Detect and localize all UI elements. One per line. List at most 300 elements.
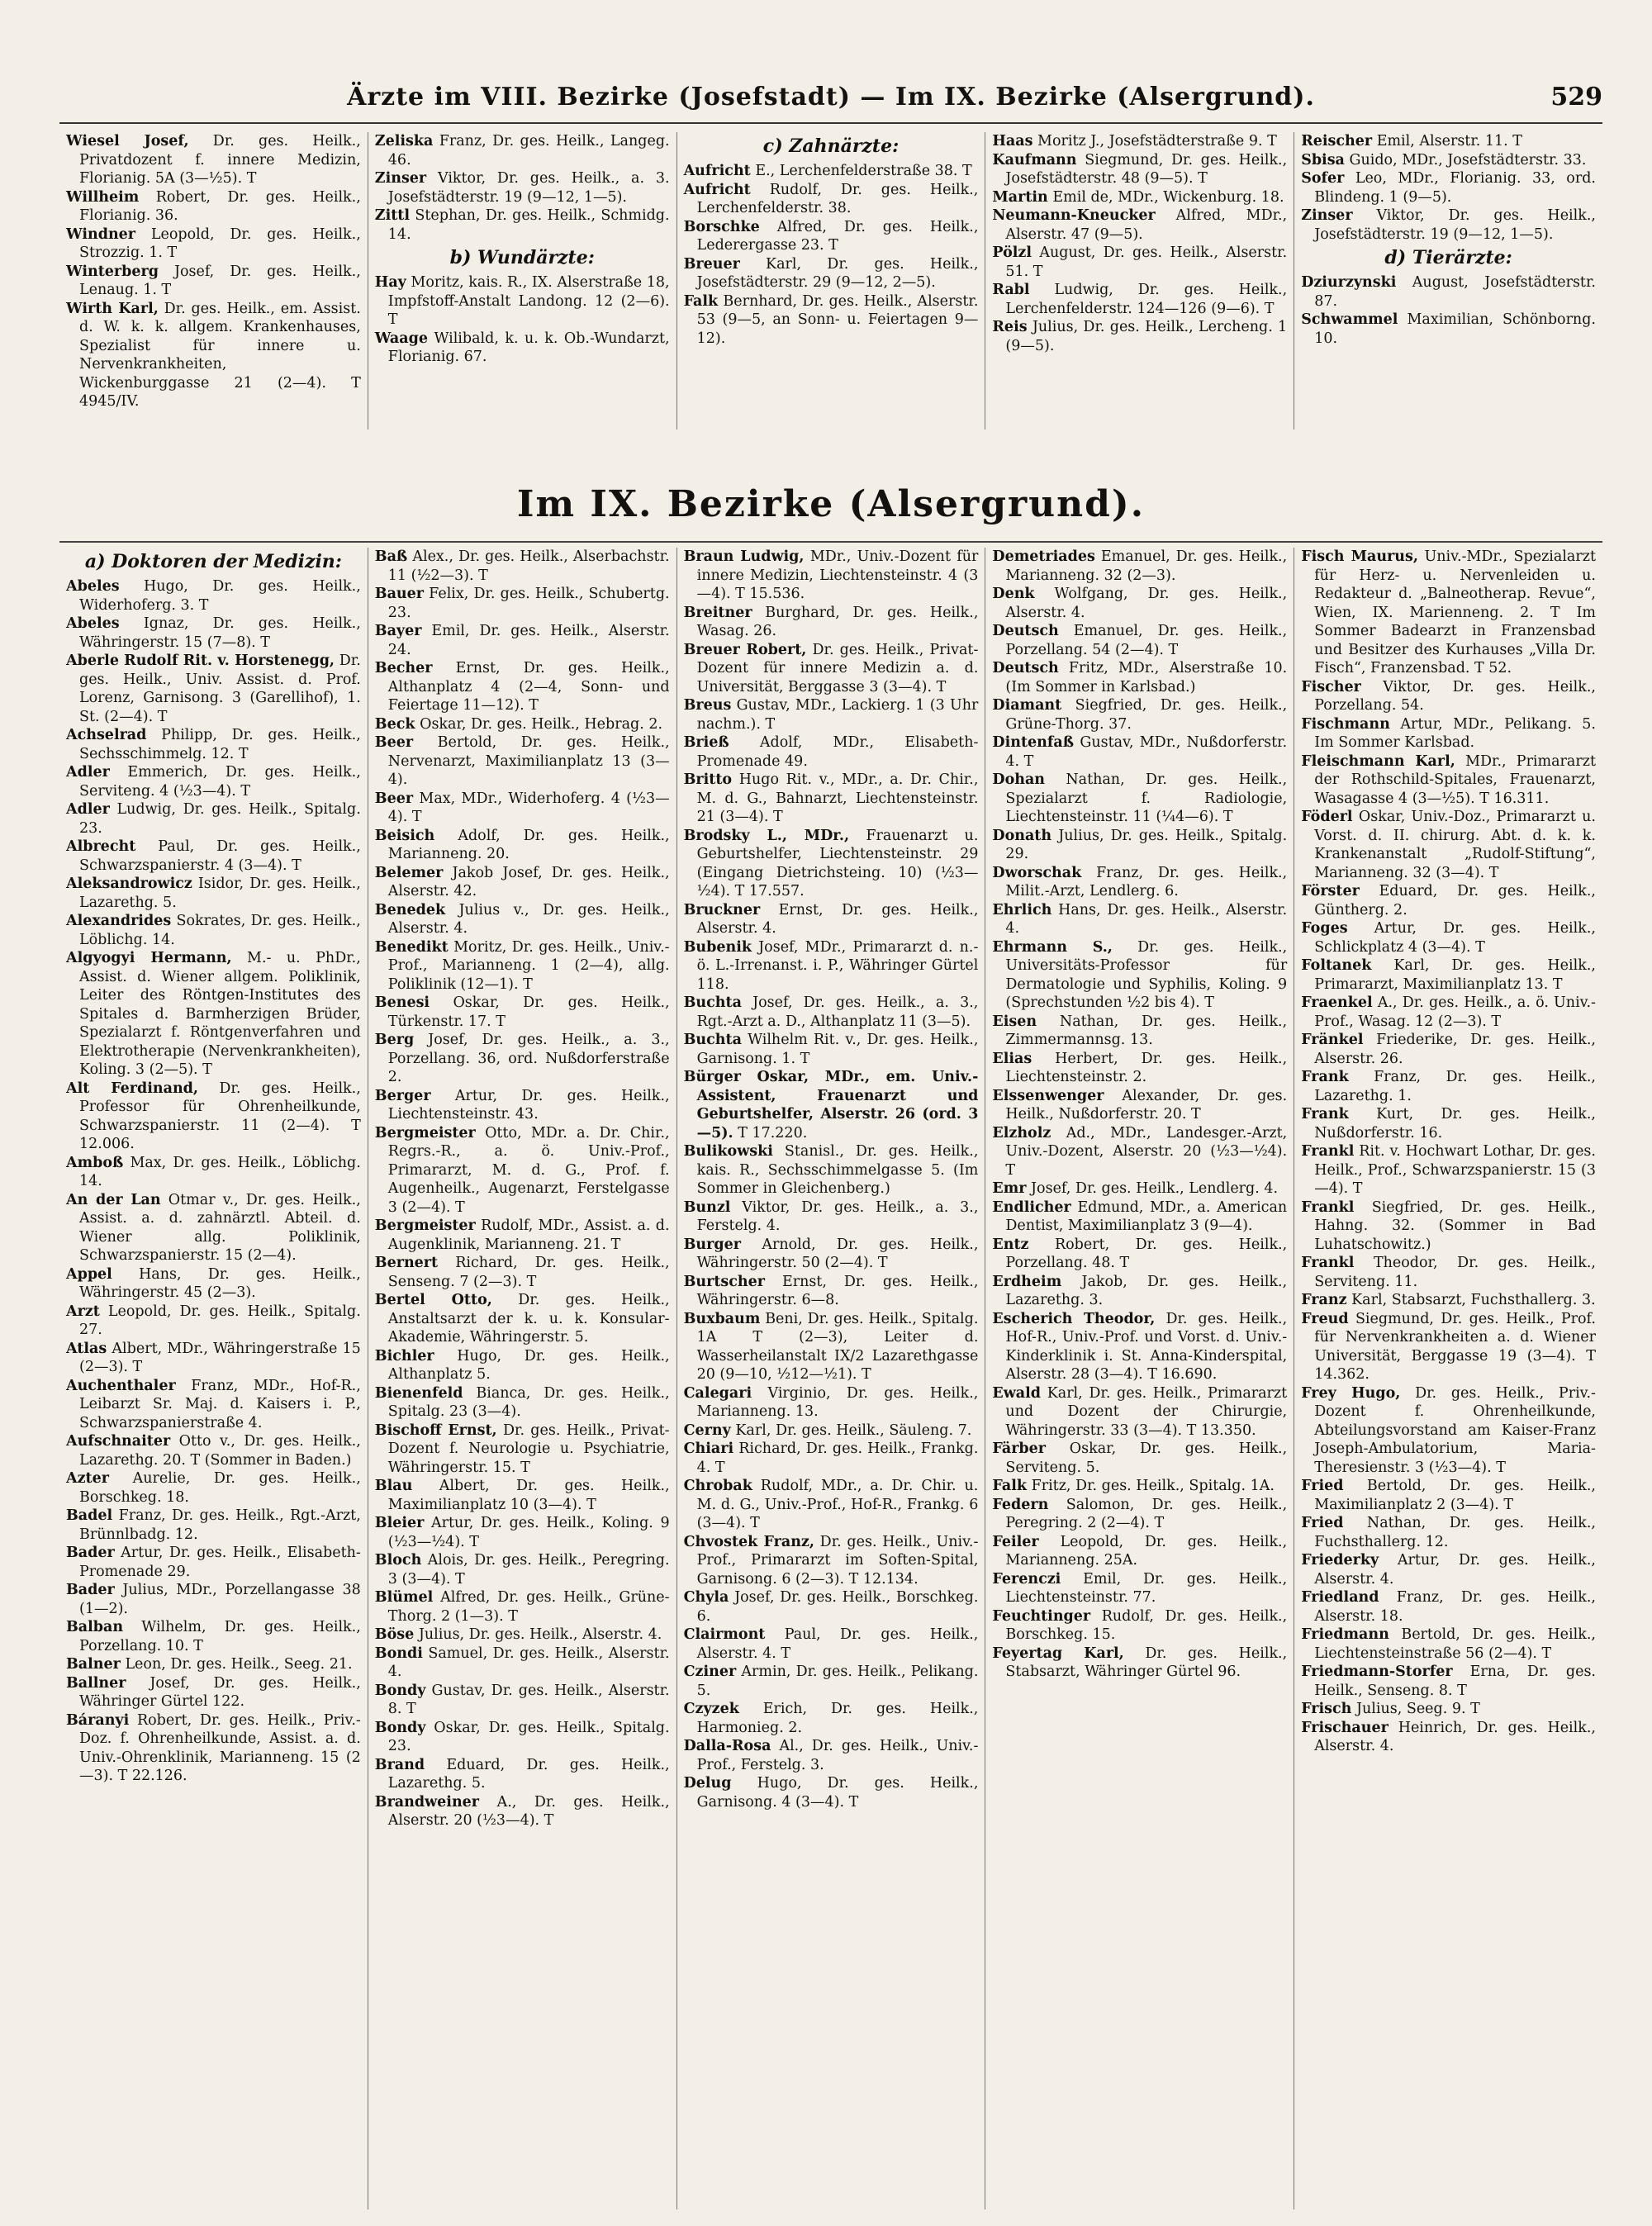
directory-entry [375,1217,670,1254]
entry-name: An der Lan [66,1191,161,1208]
entry-details: Josef, Dr. ges. Heilk., a. 3., Porzellang. 36, ord. Nußdorferstraße 2. [387,1032,670,1085]
entry-name: Aufricht [683,181,751,198]
entry-name: Wiesel Josef, [66,133,189,150]
directory-entry [66,875,361,912]
entry-details: Isidor, Dr. ges. Heilk., Lazarethg. 5. [79,876,361,911]
entry-details: Dr. ges. Heilk., Privat-Dozent für innere Medizin a. d. Universität, Berggasse 3 (3—4). T [696,641,979,695]
directory-entry [375,901,670,938]
entry-details: Robert, Dr. ges. Heilk., Florianig. 36. [79,188,361,224]
directory-column [985,548,1294,2209]
entry-details: Bertold, Dr. ges. Heilk., Liechtensteinstraße 56 (2—4). T [1314,1626,1596,1662]
directory-entry [1301,1291,1596,1310]
entry-name: Friedmann [1301,1626,1389,1643]
entry-name: Aberle Rudolf Rit. v. Horstenegg, [66,653,335,669]
directory-entry [1301,882,1596,919]
entry-details: Dr. ges. Heilk., Hof-R., Univ.-Prof. und Vorst. d. Univ.-Kinderklinik i. St. Anna-Kinderspital, Alserstr. 28 (3—4). T 16.690. [1005,1310,1288,1383]
entry-name: Reischer [1301,133,1373,150]
entry-details: Julius, Dr. ges. Heilk., Alserstr. 4. [418,1626,662,1643]
entry-name: Auchenthaler [66,1377,176,1394]
entry-details: Artur, Dr. ges. Heilk., Liechtensteinstr. 43. [387,1087,670,1122]
directory-entry [992,733,1287,771]
entry-name: Benedek [374,901,446,918]
entry-name: Dintenfaß [992,734,1075,751]
entry-details: Robert, Dr. ges. Heilk., Priv.-Doz. f. Ohrenheilkunde, Assist. a. d. Univ.-Ohrenklinik, Marianneng. 15 (2—3). T 22.126. [79,1711,361,1784]
entry-name: Bader [66,1582,115,1598]
entry-name: Benesi [374,994,430,1011]
directory-entry [375,1031,670,1087]
entry-name: Bulikowski [683,1143,773,1160]
entry-details: M.- u. PhDr., Assist. d. Wiener allgem. Poliklinik, Leiter des Röntgen-Institutes des Spitales d. Barmherzigen Brüder, Spezialarzt f. Röntgenverfahren und Elektrotherapie (Nervenkrankheiten), Koling. 3 (2—5). T [79,950,361,1078]
entry-name: Badel [66,1507,113,1524]
entry-name: Sofer [1301,170,1345,187]
directory-entry [375,790,670,827]
directory-entry [66,577,361,615]
entry-name: Frank [1301,1069,1349,1085]
entry-details: MDr., Univ.-Dozent für innere Medizin, Liechtensteinstr. 4 (3—4). T 15.536. [696,548,979,602]
entry-name: Deutsch [992,623,1059,639]
directory-entry [1301,132,1596,151]
category-heading: c) Zahnärzte: [762,135,900,157]
directory-entry [66,188,361,225]
entry-name: Bertel Otto, [374,1292,492,1308]
entry-name: Buxbaum [683,1310,761,1327]
directory-entry [992,938,1287,1013]
entry-details: Max, MDr., Widerhoferg. 4 (½3—4). T [387,790,670,825]
entry-name: Hay [374,274,406,291]
directory-entry [1301,1477,1596,1514]
entry-name: Benedikt [374,938,449,956]
directory-column [677,548,986,2209]
directory-entry [992,244,1287,281]
entry-name: Entz [992,1236,1029,1253]
directory-entry [992,1087,1287,1124]
directory-entry [684,771,979,827]
entry-details: Burghard, Dr. ges. Heilk., Wasag. 26. [696,604,979,639]
directory-entry [992,1236,1287,1273]
entry-details: Sokrates, Dr. ges. Heilk., Löblichg. 14. [79,913,361,948]
entry-details: Dr. ges. Heilk., Universitäts-Professor für Dermatologie und Syphilis, Koling. 9 (Sprechstunden ½2 bis 4). T [1005,938,1288,1011]
entry-name: Denk [992,586,1035,602]
directory-entry [66,225,361,263]
entry-name: Chyla [683,1589,729,1606]
entry-details: Julius, Dr. ges. Heilk., Lercheng. 1 (9—5). [1005,319,1288,354]
entry-name: Balner [66,1656,121,1673]
directory-entry [1301,715,1596,752]
directory-entry [992,1124,1287,1180]
directory-entry [992,1570,1287,1607]
entry-details: Leo, MDr., Florianig. 33, ord. Blindeng. 1 (9—5). [1314,170,1596,206]
entry-name: Friedland [1301,1589,1379,1606]
directory-entry [684,218,979,255]
entry-name: Belemer [374,864,444,881]
entry-name: Fried [1301,1478,1344,1494]
entry-name: Elzholz [992,1124,1051,1141]
entry-details: Franz, Dr. ges. Heilk., Rgt.-Arzt, Brünnlbadg. 12. [79,1507,361,1543]
directory-entry [375,1347,670,1384]
directory-entry [684,1422,979,1440]
entry-name: Berger [374,1087,431,1104]
directory-entry [1301,678,1596,715]
entry-details: Moritz J., Josefstädterstraße 9. T [1037,133,1277,150]
page-title: Ärzte im VIII. Bezirke (Josefstadt) — Im IX. Bezirke (Alsergrund). [347,83,1315,112]
directory-entry [66,132,361,188]
entry-name: Algyogyi Hermann, [66,950,232,966]
entry-name: Zeliska [374,133,434,150]
directory-entry [992,827,1287,864]
entry-name: Wirth Karl, [66,300,159,317]
entry-name: Zinser [374,170,427,187]
entry-name: Frankl [1301,1143,1355,1160]
directory-column [677,132,986,430]
entry-name: Aufricht [683,163,751,179]
entry-details: Aurelie, Dr. ges. Heilk., Borschkeg. 18. [79,1470,361,1506]
entry-name: Freud [1301,1310,1349,1327]
directory-entry [992,696,1287,733]
entry-name: Windner [66,225,136,243]
entry-details: Jakob, Dr. ges. Heilk., Lazarethg. 3. [1005,1273,1288,1308]
directory-entry [1301,1551,1596,1588]
entry-name: Willheim [66,188,140,206]
entry-name: Bürger Oskar, MDr., em. Univ.-Assistent, Frauenarzt und Geburtshelfer, Alserstr. 26 (ord. 3—5). [683,1069,979,1141]
entry-details: Stanisl., Dr. ges. Heilk., kais. R., Sechsschimmelgasse 5. (Im Sommer in Gleichenberg.) [696,1143,979,1197]
directory-entry [684,1700,979,1737]
entry-details: Gustav, MDr., Nußdorferstr. 4. T [1005,734,1288,770]
entry-name: Escherich Theodor, [992,1310,1156,1327]
entry-details: A., Dr. ges. Heilk., a. ö. Univ.-Prof., Wasag. 12 (2—3). T [1314,994,1596,1030]
entry-name: Atlas [66,1340,107,1357]
directory-entry [375,1551,670,1588]
directory-entry [992,622,1287,659]
entry-name: Bernert [374,1255,439,1271]
entry-details: Franz, Dr. ges. Heilk., Lazarethg. 1. [1314,1069,1596,1104]
directory-entry [375,1514,670,1551]
entry-details: Ernst, Dr. ges. Heilk., Währingerstr. 6—8. [696,1273,979,1308]
directory-entry [66,615,361,652]
directory-entry [1301,311,1596,348]
entry-name: Friedmann-Storfer [1301,1664,1453,1680]
directory-entry [684,1236,979,1273]
entry-details: Dr. ges. Heilk., Professor für Ohrenheilkunde, Schwarzspanierstr. 11 (2—4). T 12.006. [79,1080,361,1152]
entry-name: Dziurzynski [1301,274,1397,291]
directory-column [368,132,677,430]
entry-details: Viktor, Dr. ges. Heilk., a. 3., Ferstelg. 4. [696,1198,979,1234]
entry-name: Feiler [992,1533,1039,1550]
entry-details: Leopold, Dr. ges. Heilk., Strozzig. 1. T [79,225,361,261]
entry-name: Emr [992,1180,1027,1197]
entry-name: Adler [66,764,110,781]
entry-details: Bernhard, Dr. ges. Heilk., Alserstr. 53 (9—5, an Sonn- u. Feiertagen 9—12). [696,292,979,347]
entry-details: Hans, Dr. ges. Heilk., Alserstr. 4. [1005,901,1288,937]
entry-name: Beer [374,790,414,807]
directory-entry [684,1142,979,1198]
entry-name: Bayer [374,623,422,639]
entry-name: Deutsch [992,660,1059,676]
entry-details: Otto, MDr. a. Dr. Chir., Regrs.-R., a. ö. Univ.-Prof., Primararzt, M. d. G., Prof. f. Augenheilk., Augenarzt, Ferstelgasse 3 (2—4). T [387,1124,670,1216]
directory-entry [992,1533,1287,1570]
entry-name: Borschke [683,218,760,235]
directory-entry [375,715,670,734]
entry-name: Falk [683,292,719,310]
directory-entry [66,1711,361,1786]
directory-entry [66,263,361,300]
entry-name: Arzt [66,1303,100,1320]
entry-name: Fischmann [1301,715,1390,733]
directory-entry [992,771,1287,827]
entry-details: Herbert, Dr. ges. Heilk., Liechtensteinstr. 2. [1005,1050,1288,1085]
entry-details: Rudolf, Dr. ges. Heilk., Lerchenfelderstr. 38. [696,181,979,216]
entry-details: Alois, Dr. ges. Heilk., Peregring. 3 (3—4). T [387,1552,670,1588]
section-title: Im IX. Bezirke (Alsergrund). [516,483,1146,525]
entry-name: Bauer [374,586,425,602]
entry-name: Azter [66,1470,109,1487]
entry-name: Fränkel [1301,1032,1364,1048]
entry-name: Berg [374,1032,415,1048]
directory-entry [684,1198,979,1236]
entry-details: Josef, Dr. ges. Heilk., Lendlerg. 4. [1031,1180,1279,1197]
entry-name: Eisen [992,1013,1037,1030]
entry-details: Alfred, Dr. ges. Heilk., Grüne-Thorg. 2 (1—3). T [387,1589,670,1625]
entry-details: Dr. ges. Heilk., Privatdozent f. innere Medizin, Florianig. 5A (3—½5). T [79,133,361,187]
entry-details: Otmar v., Dr. ges. Heilk., Assist. a. d. zahnärztl. Abteil. d. Wiener allg. Poliklinik, Schwarzspanierstr. 15 (2—4). [79,1191,361,1264]
entry-details: Josef, Dr. ges. Heilk., Währinger Gürtel 122. [79,1674,361,1710]
directory-entry [684,1533,979,1589]
entry-details: Franz, Dr. ges. Heilk., Alserstr. 18. [1314,1589,1596,1625]
directory-column [368,548,677,2209]
entry-name: Beisich [374,827,435,844]
entry-details: Dr. ges. Heilk., em. Assist. d. W. k. k. allgem. Krankenhauses, Spezialist für innere u. Nervenkrankheiten, Wickenburggasse 21 (2—4). T 4945/IV. [79,300,361,410]
entry-name: Adler [66,801,110,818]
entry-details: Siegfried, Dr. ges. Heilk., Grüne-Thorg. 37. [1005,697,1288,733]
entry-details: Oskar, Dr. ges. Heilk., Hebrag. 2. [420,715,663,733]
directory-entry [1301,1198,1596,1255]
directory-entry [1301,919,1596,956]
directory-entry [1301,1663,1596,1700]
entry-details: Rudolf, MDr., Assist. a. d. Augenklinik, Marianneng. 21. T [387,1217,670,1253]
entry-name: Beck [374,715,415,733]
entry-details: Josef, Dr. ges. Heilk., Lenaug. 1. T [79,263,361,298]
entry-name: Abeles [66,615,120,632]
directory-entry [684,994,979,1031]
entry-details: Erna, Dr. ges. Heilk., Senseng. 8. T [1314,1664,1596,1699]
directory-entry [375,733,670,790]
entry-details: Karl, Dr. ges. Heilk., Josefstädterstr. 29 (9—12, 2—5). [696,255,979,291]
entry-details: Siegmund, Dr. ges. Heilk., Josefstädterstr. 48 (9—5). T [1005,151,1288,187]
entry-details: Stephan, Dr. ges. Heilk., Schmidg. 14. [387,207,670,243]
entry-details: Wilibald, k. u. k. Ob.-Wundarzt, Florianig. 67. [387,330,670,365]
directory-entry [992,206,1287,244]
directory-entry [1301,956,1596,994]
entry-details: Josef, Dr. ges. Heilk., Borschkeg. 6. [696,1589,979,1625]
entry-details: Moritz, kais. R., IX. Alserstraße 18, Impfstoff-Anstalt Landong. 12 (2—6). T [387,274,670,328]
entry-details: Rit. v. Hochwart Lothar, Dr. ges. Heilk., Prof., Schwarzspanierstr. 15 (3—4). T [1314,1143,1596,1197]
entry-details: Emil, Alserstr. 11. T [1376,133,1522,150]
entry-name: Calegari [683,1384,752,1402]
directory-entry [66,1154,361,1191]
directory-entry [375,1626,670,1645]
entry-details: Siegfried, Dr. ges. Heilk., Hahng. 32. (Sommer in Bad Luhatschowitz.) [1314,1198,1596,1253]
directory-entry [1301,1514,1596,1551]
directory-entry [1301,151,1596,170]
entry-details: E., Lerchenfelderstraße 38. T [755,163,972,179]
entry-name: Feuchtinger [992,1607,1091,1625]
entry-details: August, Dr. ges. Heilk., Alserstr. 51. T [1005,244,1288,280]
entry-name: Fraenkel [1301,994,1373,1011]
directory-entry [375,1254,670,1291]
directory-entry [992,1273,1287,1310]
entry-details: Salomon, Dr. ges. Heilk., Peregring. 2 (2—4). T [1005,1496,1288,1531]
directory-entry [375,1793,670,1830]
entry-name: Baß [374,548,408,565]
entry-name: Foges [1301,920,1348,937]
directory-entry [66,1340,361,1377]
directory-entry [66,912,361,949]
directory-entry [375,132,670,169]
entry-details: Alfred, MDr., Alserstr. 47 (9—5). [1005,207,1288,243]
directory-entry [992,548,1287,585]
directory-entry [992,318,1287,355]
entry-name: Zinser [1301,207,1353,224]
directory-entry [375,622,670,659]
entry-name: Blau [374,1478,413,1494]
entry-details: Max, Dr. ges. Heilk., Löblichg. 14. [79,1154,361,1189]
entry-details: Artur, Dr. ges. Heilk., Schlickplatz 4 (3—4). T [1314,920,1596,956]
directory-entry [375,1422,670,1478]
directory-entry [684,1068,979,1142]
entry-details: Karl, Dr. ges. Heilk., Primararzt, Maximilianplatz 13. T [1314,957,1596,993]
entry-name: Bergmeister [374,1124,476,1141]
entry-name: Brieß [683,734,729,751]
entry-details: Erich, Dr. ges. Heilk., Harmonieg. 2. [696,1701,979,1736]
entry-details: Bianca, Dr. ges. Heilk., Spitalg. 23 (3—4). [387,1384,670,1420]
entry-details: Emil, Dr. ges. Heilk., Alserstr. 24. [387,623,670,658]
entry-details: Leon, Dr. ges. Heilk., Seeg. 21. [125,1656,353,1673]
directory-entry [66,1303,361,1340]
directory-entry [1301,1310,1596,1384]
directory-entry [992,1310,1287,1384]
directory-entry [684,938,979,994]
directory-entry [375,330,670,367]
entry-details: Franz, MDr., Hof-R., Leibarzt Sr. Maj. d. Kaisers i. P., Schwarzspanierstraße 4. [79,1377,361,1431]
directory-entry [375,1588,670,1626]
entry-details: Alex., Dr. ges. Heilk., Alserbachstr. 11 (½2—3). T [387,548,670,584]
directory-entry [375,1291,670,1347]
directory-entry [1301,1700,1596,1719]
entry-name: Frey Hugo, [1301,1384,1401,1402]
directory-entry [684,1737,979,1774]
directory-entry [684,548,979,604]
entry-name: Achselrad [66,727,147,743]
entry-name: Elssenwenger [992,1087,1104,1104]
directory-entry [992,1179,1287,1198]
entry-name: Rabl [992,282,1030,298]
directory-entry [375,169,670,206]
entry-details: Oskar, Dr. ges. Heilk., Spitalg. 23. [387,1719,670,1754]
entry-name: Abeles [66,578,120,595]
directory-entry [375,938,670,994]
entry-details: Univ.-MDr., Spezialarzt für Herz- u. Nervenleiden u. Redakteur d. „Balneotherap. Revue“, Wien, IX. Marienneng. 2. T Im Sommer Badearzt in Franzensbad und Besitzer des Kurhauses „Villa Dr. Fisch“, Franzensbad. T 52. [1314,548,1596,676]
directory-entry [1301,1588,1596,1626]
entry-name: Frankl [1301,1198,1355,1216]
directory-entry [375,273,670,330]
directory-entry [1301,808,1596,882]
directory-entry [992,188,1287,207]
directory-entry [1301,169,1596,206]
entry-details: Moritz, Dr. ges. Heilk., Univ.-Prof., Marianneng. 1 (2—4), allg. Poliklinik (12—1). T [387,938,670,993]
entry-details: Rudolf, Dr. ges. Heilk., Borschkeg. 15. [1005,1607,1288,1643]
entry-details: Ernst, Dr. ges. Heilk., Alserstr. 4. [696,901,979,937]
directory-entry [375,864,670,901]
entry-name: Förster [1301,883,1360,899]
directory-entry [375,827,670,864]
category-heading: a) Doktoren der Medizin: [84,551,342,572]
entry-details: Nathan, Dr. ges. Heilk., Fuchsthallerg. 12. [1314,1515,1596,1550]
entry-details: Gustav, MDr., Lackierg. 1 (3 Uhr nachm.). T [696,697,979,733]
entry-name: Zittl [374,207,411,224]
directory-entry [66,726,361,763]
entry-details: Nathan, Dr. ges. Heilk., Zimmermannsg. 13. [1005,1013,1288,1048]
directory-entry [992,585,1287,622]
entry-name: Breus [683,697,732,714]
entry-details: Dr. ges. Heilk., Anstaltsarzt der k. u. k. Konsular-Akademie, Währingerstr. 5. [387,1292,670,1346]
directory-entry [375,1087,670,1124]
entry-details: Hugo, Dr. ges. Heilk., Althanplatz 5. [387,1347,670,1383]
entry-details: Oskar, Dr. ges. Heilk., Serviteng. 5. [1005,1440,1288,1476]
entry-details: Franz, Dr. ges. Heilk., Langeg. 46. [387,133,670,168]
directory-entry [1301,1105,1596,1142]
entry-details: Siegmund, Dr. ges. Heilk., Prof. für Nervenkrankheiten a. d. Wiener Universität, Berggasse 19 (3—4). T 14.362. [1314,1310,1596,1383]
entry-name: Chrobak [683,1478,752,1494]
entry-name: Czyzek [683,1701,739,1717]
directory-entry [684,1273,979,1310]
entry-name: Falk [992,1478,1027,1494]
entry-name: Föderl [1301,809,1353,825]
entry-details: Nathan, Dr. ges. Heilk., Spezialarzt f. Radiologie, Liechtensteinstr. 11 (¼4—6). T [1005,771,1288,825]
entry-name: Bienenfeld [374,1384,463,1402]
directory-entry [684,696,979,733]
directory-entry [1301,1719,1596,1756]
entry-details: T 17.220. [738,1124,808,1141]
entry-details: Leopold, Dr. ges. Heilk., Spitalg. 27. [79,1303,361,1338]
directory-entry [992,1607,1287,1645]
entry-details: Armin, Dr. ges. Heilk., Pelikang. 5. [696,1664,979,1699]
entry-details: Dr. ges. Heilk., Privat-Dozent f. Neurologie u. Psychiatrie, Währingerstr. 15. T [387,1422,670,1476]
entry-name: Fleischmann Karl, [1301,752,1455,770]
entry-details: Al., Dr. ges. Heilk., Univ.-Prof., Ferstelg. 3. [696,1738,979,1773]
entry-details: A., Dr. ges. Heilk., Alserstr. 20 (½3—4). T [387,1793,670,1829]
directory-entry [1301,548,1596,678]
main-section [59,541,1602,2209]
directory-entry [992,864,1287,901]
directory-entry [375,1645,670,1682]
entry-details: Maximilian, Schönborng. 10. [1314,311,1596,347]
entry-details: Artur, Dr. ges. Heilk., Alserstr. 4. [1314,1552,1596,1588]
directory-entry [66,1191,361,1265]
entry-details: Jakob Josef, Dr. ges. Heilk., Alserstr. 42. [387,864,670,899]
entry-name: Ferenczi [992,1570,1061,1588]
entry-details: Virginio, Dr. ges. Heilk., Marianneng. 13. [696,1384,979,1420]
entry-name: Delug [683,1775,732,1792]
entry-details: Viktor, Dr. ges. Heilk., Porzellang. 54. [1314,678,1596,714]
entry-name: Ehrlich [992,901,1052,918]
directory-entry [375,1384,670,1422]
entry-details: Robert, Dr. ges. Heilk., Porzellang. 48. T [1005,1236,1288,1271]
directory-entry [684,1440,979,1477]
entry-name: Schwammel [1301,311,1398,328]
entry-details: Paul, Dr. ges. Heilk., Schwarzspanierstr. 4 (3—4). T [79,838,361,874]
entry-details: Hans, Dr. ges. Heilk., Währingerstr. 45 (2—3). [79,1265,361,1301]
entry-name: Winterberg [66,263,159,280]
directory-entry [992,151,1287,188]
